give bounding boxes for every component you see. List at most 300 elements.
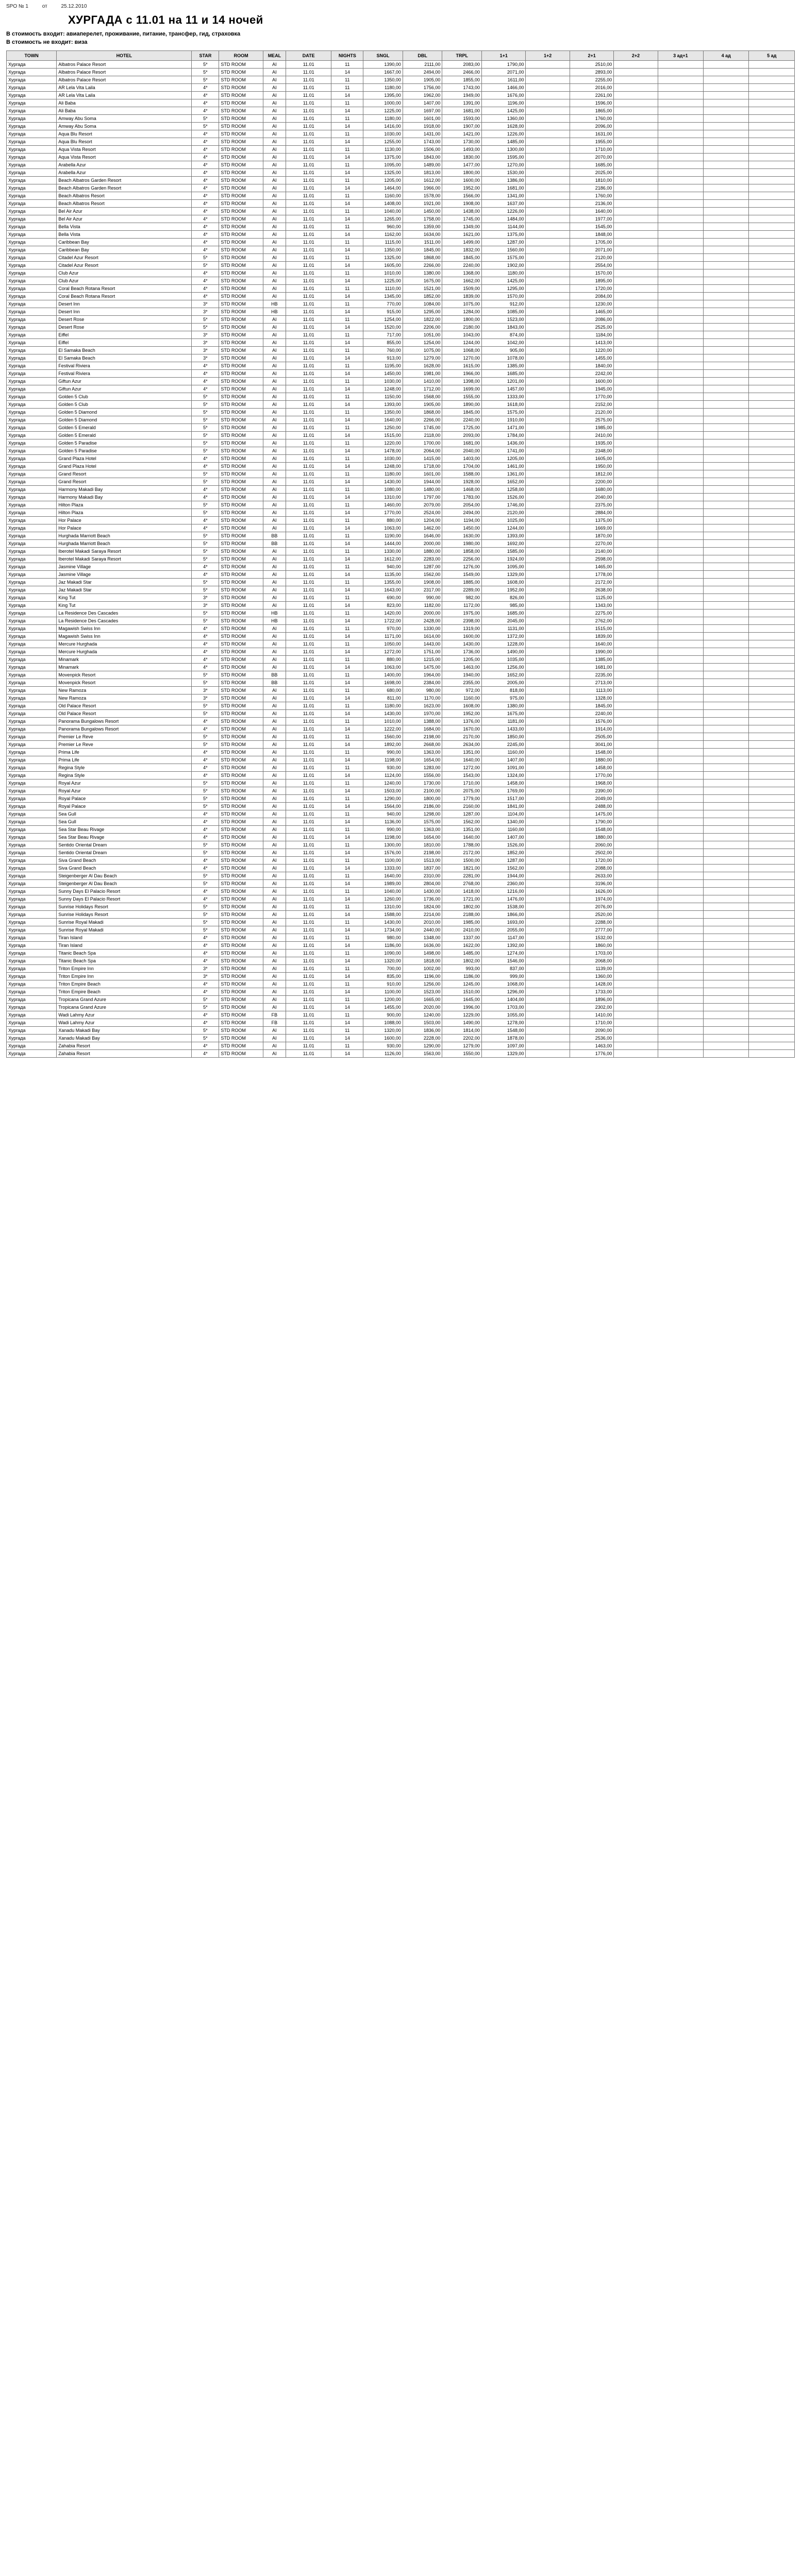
table-cell: 2505,00 <box>570 733 613 741</box>
table-cell: Хургада <box>7 1027 57 1035</box>
table-cell: 5* <box>192 540 219 548</box>
table-cell <box>614 973 658 980</box>
table-cell <box>658 362 703 370</box>
table-cell: 4* <box>192 563 219 571</box>
table-cell: STD ROOM <box>219 200 263 208</box>
table-row <box>7 787 795 795</box>
table-cell: 1407,00 <box>403 99 442 107</box>
table-cell: 972,00 <box>442 687 482 694</box>
column-header: 1+1 <box>482 51 526 61</box>
table-cell <box>526 130 570 138</box>
table-cell: 1675,00 <box>482 710 526 718</box>
table-cell: Хургада <box>7 888 57 895</box>
table-cell: Beach Albatros Garden Resort <box>57 177 192 184</box>
table-cell <box>704 1004 749 1011</box>
table-cell <box>526 888 570 895</box>
table-cell <box>614 146 658 154</box>
table-cell: Club Azur <box>57 277 192 285</box>
column-header: STAR <box>192 51 219 61</box>
table-row <box>7 378 795 385</box>
table-cell: Хургада <box>7 200 57 208</box>
table-cell: 1855,00 <box>442 76 482 84</box>
table-cell <box>749 919 795 926</box>
table-cell: 2634,00 <box>442 741 482 749</box>
table-cell: 5* <box>192 123 219 130</box>
table-cell: AI <box>263 826 286 834</box>
table-cell: 11.01 <box>286 710 331 718</box>
table-cell <box>614 347 658 354</box>
table-cell: Jaz Makadi Star <box>57 586 192 594</box>
table-cell: 1325,00 <box>363 254 403 262</box>
table-cell: AI <box>263 1004 286 1011</box>
table-cell: 11.01 <box>286 973 331 980</box>
table-cell <box>704 625 749 633</box>
table-cell: Giftun Azur <box>57 378 192 385</box>
table-cell: 4* <box>192 246 219 254</box>
table-body <box>7 61 795 1058</box>
table-cell: AI <box>263 262 286 269</box>
table-cell: Hilton Plaza <box>57 509 192 517</box>
table-cell <box>614 354 658 362</box>
table-cell: 1319,00 <box>442 625 482 633</box>
table-cell: Steigenberger Al Dau Beach <box>57 880 192 888</box>
table-cell: 1612,00 <box>363 555 403 563</box>
table-cell: 5* <box>192 617 219 625</box>
table-cell: STD ROOM <box>219 602 263 609</box>
table-cell: AI <box>263 965 286 973</box>
table-cell <box>526 1004 570 1011</box>
table-cell: AI <box>263 69 286 76</box>
table-cell: STD ROOM <box>219 841 263 849</box>
table-cell: 11.01 <box>286 826 331 834</box>
table-cell: Хургада <box>7 339 57 347</box>
table-cell: Хургада <box>7 633 57 640</box>
table-cell: 982,00 <box>442 594 482 602</box>
table-cell: 1182,00 <box>403 602 442 609</box>
table-cell: AI <box>263 470 286 478</box>
table-cell: STD ROOM <box>219 69 263 76</box>
table-cell: Albatros Palace Resort <box>57 69 192 76</box>
table-cell: 1489,00 <box>403 161 442 169</box>
table-cell: 1575,00 <box>403 818 442 826</box>
table-cell: AI <box>263 548 286 555</box>
table-cell: AI <box>263 76 286 84</box>
table-cell: STD ROOM <box>219 826 263 834</box>
table-cell: STD ROOM <box>219 99 263 107</box>
table-cell: 11 <box>331 61 363 69</box>
table-cell: El Samaka Beach <box>57 347 192 354</box>
table-cell: 14 <box>331 494 363 501</box>
table-cell <box>658 926 703 934</box>
table-cell <box>704 764 749 772</box>
table-cell: Coral Beach Rotana Resort <box>57 285 192 293</box>
table-cell: Хургада <box>7 1042 57 1050</box>
table-cell: 5* <box>192 555 219 563</box>
table-cell: 11.01 <box>286 718 331 725</box>
table-cell: 11.01 <box>286 409 331 416</box>
table-cell: 1287,00 <box>442 810 482 818</box>
table-cell: STD ROOM <box>219 107 263 115</box>
table-cell <box>658 834 703 841</box>
table-row <box>7 532 795 540</box>
table-cell: 1964,00 <box>403 671 442 679</box>
table-cell <box>614 262 658 269</box>
table-cell <box>749 331 795 339</box>
table-cell: Premier Le Reve <box>57 741 192 749</box>
table-row <box>7 803 795 810</box>
table-cell <box>526 950 570 957</box>
table-cell: Хургада <box>7 393 57 401</box>
table-cell <box>614 1004 658 1011</box>
table-cell: 835,00 <box>363 973 403 980</box>
column-header: 5 ад <box>749 51 795 61</box>
table-cell: 1415,00 <box>403 455 442 463</box>
table-cell <box>704 934 749 942</box>
table-cell <box>526 385 570 393</box>
table-cell <box>526 779 570 787</box>
table-cell <box>614 1011 658 1019</box>
table-cell: 1085,00 <box>482 308 526 316</box>
table-cell: 1966,00 <box>403 184 442 192</box>
table-row <box>7 215 795 223</box>
table-cell: Хургада <box>7 92 57 99</box>
table-cell <box>526 687 570 694</box>
table-cell: STD ROOM <box>219 300 263 308</box>
table-cell <box>704 138 749 146</box>
table-cell: 11.01 <box>286 401 331 409</box>
table-cell <box>526 447 570 455</box>
table-cell: 1880,00 <box>570 834 613 841</box>
table-cell: 1485,00 <box>442 950 482 957</box>
table-cell <box>704 895 749 903</box>
table-cell <box>658 694 703 702</box>
table-row <box>7 161 795 169</box>
table-row <box>7 393 795 401</box>
table-cell: Regina Style <box>57 764 192 772</box>
table-cell <box>749 517 795 524</box>
table-cell <box>704 517 749 524</box>
table-cell: 1530,00 <box>482 169 526 177</box>
table-cell: 11 <box>331 934 363 942</box>
table-cell: 760,00 <box>363 347 403 354</box>
table-cell: 2000,00 <box>403 540 442 548</box>
table-cell: 1770,00 <box>363 509 403 517</box>
table-cell <box>749 787 795 795</box>
table-cell <box>704 130 749 138</box>
table-cell: 11.01 <box>286 656 331 664</box>
table-cell: 14 <box>331 169 363 177</box>
table-cell: AI <box>263 223 286 231</box>
table-cell: AI <box>263 409 286 416</box>
table-cell: 2000,00 <box>403 609 442 617</box>
table-cell: La Residence Des Cascades <box>57 609 192 617</box>
table-cell: 1605,00 <box>570 455 613 463</box>
table-cell: 11.01 <box>286 640 331 648</box>
table-cell: 1430,00 <box>363 710 403 718</box>
table-cell: 14 <box>331 710 363 718</box>
table-cell: 11.01 <box>286 803 331 810</box>
table-cell: 1575,00 <box>482 254 526 262</box>
table-cell <box>526 749 570 756</box>
table-cell: 1556,00 <box>403 772 442 779</box>
table-cell <box>614 648 658 656</box>
table-cell: 1515,00 <box>570 625 613 633</box>
table-cell <box>749 200 795 208</box>
table-cell: 2598,00 <box>570 555 613 563</box>
table-cell: 1455,00 <box>363 1004 403 1011</box>
table-cell: 1450,00 <box>403 208 442 215</box>
table-cell: 11 <box>331 656 363 664</box>
table-cell: AI <box>263 749 286 756</box>
table-row <box>7 633 795 640</box>
table-cell <box>614 486 658 494</box>
table-cell: 4* <box>192 749 219 756</box>
table-cell: 11.01 <box>286 308 331 316</box>
table-row <box>7 694 795 702</box>
table-cell: 1329,00 <box>482 571 526 579</box>
table-cell: 1865,00 <box>570 107 613 115</box>
table-cell: 1385,00 <box>482 362 526 370</box>
table-cell: 11.01 <box>286 324 331 331</box>
table-cell <box>614 555 658 563</box>
table-cell: 680,00 <box>363 687 403 694</box>
table-cell: Хургада <box>7 579 57 586</box>
table-cell: 1852,00 <box>482 849 526 857</box>
table-cell <box>704 702 749 710</box>
table-cell <box>526 200 570 208</box>
table-cell: 11.01 <box>286 834 331 841</box>
table-cell <box>658 200 703 208</box>
table-cell: AI <box>263 169 286 177</box>
table-cell: 1515,00 <box>363 432 403 439</box>
table-cell: STD ROOM <box>219 1011 263 1019</box>
table-cell <box>704 1019 749 1027</box>
table-cell <box>614 548 658 555</box>
table-cell: 11 <box>331 362 363 370</box>
table-cell <box>749 1004 795 1011</box>
table-cell <box>658 996 703 1004</box>
table-cell: AI <box>263 973 286 980</box>
table-cell: STD ROOM <box>219 749 263 756</box>
table-cell: 11.01 <box>286 470 331 478</box>
table-cell: 5* <box>192 401 219 409</box>
table-cell: STD ROOM <box>219 339 263 347</box>
table-cell: 5* <box>192 1027 219 1035</box>
table-cell: 1272,00 <box>442 764 482 772</box>
table-cell: 1215,00 <box>403 656 442 664</box>
table-cell <box>704 470 749 478</box>
table-cell: 1783,00 <box>442 494 482 501</box>
table-cell: 1320,00 <box>363 1027 403 1035</box>
table-cell: 1868,00 <box>403 254 442 262</box>
table-cell: Хургада <box>7 401 57 409</box>
table-cell: Хургада <box>7 996 57 1004</box>
table-cell: STD ROOM <box>219 455 263 463</box>
table-cell: STD ROOM <box>219 671 263 679</box>
table-cell: STD ROOM <box>219 138 263 146</box>
table-cell: 1892,00 <box>363 741 403 749</box>
table-cell <box>614 169 658 177</box>
table-cell: 1555,00 <box>442 393 482 401</box>
table-cell: Хургада <box>7 447 57 455</box>
table-cell <box>704 795 749 803</box>
table-cell <box>614 424 658 432</box>
table-cell: 1186,00 <box>442 973 482 980</box>
table-cell: 1779,00 <box>442 795 482 803</box>
table-cell <box>526 339 570 347</box>
table-cell: Хургада <box>7 208 57 215</box>
table-cell: 11 <box>331 1042 363 1050</box>
table-cell: 1408,00 <box>363 200 403 208</box>
table-cell: 11.01 <box>286 926 331 934</box>
table-cell: Tropicana Grand Azure <box>57 996 192 1004</box>
table-cell <box>614 99 658 107</box>
table-row <box>7 710 795 718</box>
table-cell: Regina Style <box>57 772 192 779</box>
table-cell: 1372,00 <box>482 633 526 640</box>
table-cell: 11 <box>331 331 363 339</box>
table-cell <box>658 177 703 184</box>
table-cell <box>526 84 570 92</box>
table-cell: 1506,00 <box>403 146 442 154</box>
table-cell <box>749 694 795 702</box>
table-cell: 5* <box>192 679 219 687</box>
table-cell: BB <box>263 671 286 679</box>
table-cell <box>614 903 658 911</box>
table-cell: Хургада <box>7 625 57 633</box>
table-cell <box>658 1042 703 1050</box>
table-cell: Desert Inn <box>57 308 192 316</box>
table-row <box>7 980 795 988</box>
table-cell: AI <box>263 293 286 300</box>
table-cell: Хургада <box>7 911 57 919</box>
table-cell: 5* <box>192 671 219 679</box>
table-cell: 1812,00 <box>570 470 613 478</box>
table-cell: STD ROOM <box>219 246 263 254</box>
table-cell: 1944,00 <box>482 872 526 880</box>
table-cell: 11.01 <box>286 69 331 76</box>
table-cell <box>614 571 658 579</box>
table-cell: 1821,00 <box>442 865 482 872</box>
table-cell: 1743,00 <box>442 84 482 92</box>
table-cell: Ali Baba <box>57 107 192 115</box>
table-cell: 1566,00 <box>442 192 482 200</box>
table-cell: 5* <box>192 324 219 331</box>
table-cell <box>658 138 703 146</box>
table-cell <box>749 223 795 231</box>
table-cell <box>704 579 749 586</box>
table-cell: 1860,00 <box>570 942 613 950</box>
table-cell: 1425,00 <box>482 277 526 285</box>
table-cell: AI <box>263 648 286 656</box>
table-cell: 14 <box>331 200 363 208</box>
table-cell: 1329,00 <box>482 1050 526 1058</box>
table-cell: STD ROOM <box>219 950 263 957</box>
table-cell: 14 <box>331 107 363 115</box>
table-cell <box>704 980 749 988</box>
table-cell: 11 <box>331 424 363 432</box>
table-cell: 1681,00 <box>442 107 482 115</box>
table-cell <box>704 718 749 725</box>
table-cell <box>614 834 658 841</box>
table-cell <box>658 594 703 602</box>
table-cell: 4* <box>192 571 219 579</box>
table-cell: Хургада <box>7 300 57 308</box>
table-row <box>7 254 795 262</box>
table-cell: 1523,00 <box>482 316 526 324</box>
table-cell: 5* <box>192 254 219 262</box>
table-cell: AI <box>263 239 286 246</box>
table-cell: 905,00 <box>482 347 526 354</box>
table-cell: 1068,00 <box>482 980 526 988</box>
table-cell: 11.01 <box>286 934 331 942</box>
table-cell <box>749 826 795 834</box>
table-cell <box>704 509 749 517</box>
table-cell <box>749 130 795 138</box>
table-cell: 11.01 <box>286 293 331 300</box>
table-cell <box>526 509 570 517</box>
table-cell: Mercure Hurghada <box>57 648 192 656</box>
table-cell: AI <box>263 895 286 903</box>
table-cell: 1010,00 <box>363 269 403 277</box>
table-cell: STD ROOM <box>219 594 263 602</box>
table-cell <box>658 293 703 300</box>
table-cell: Хургада <box>7 540 57 548</box>
table-cell: 11.01 <box>286 1011 331 1019</box>
table-cell: AI <box>263 571 286 579</box>
table-cell: 11.01 <box>286 208 331 215</box>
table-cell: 2120,00 <box>482 509 526 517</box>
table-cell <box>704 262 749 269</box>
table-cell: 2428,00 <box>403 617 442 625</box>
table-cell: 1935,00 <box>570 439 613 447</box>
table-cell <box>658 254 703 262</box>
table-cell: 1410,00 <box>403 378 442 385</box>
table-cell: Хургада <box>7 432 57 439</box>
table-cell <box>614 787 658 795</box>
table-cell: 1240,00 <box>363 779 403 787</box>
table-cell: Bel Air Azur <box>57 208 192 215</box>
table-cell <box>749 865 795 872</box>
table-cell: 1430,00 <box>442 640 482 648</box>
table-cell: 11.01 <box>286 625 331 633</box>
table-cell: 4* <box>192 818 219 826</box>
table-cell: STD ROOM <box>219 123 263 130</box>
table-cell <box>526 640 570 648</box>
table-cell: 11 <box>331 563 363 571</box>
table-cell: 11.01 <box>286 725 331 733</box>
table-cell: 2884,00 <box>570 509 613 517</box>
table-cell: 1198,00 <box>363 834 403 841</box>
table-cell: 837,00 <box>482 965 526 973</box>
table-cell: 1921,00 <box>403 200 442 208</box>
table-cell: AI <box>263 84 286 92</box>
table-cell <box>658 76 703 84</box>
table-cell: 11.01 <box>286 354 331 362</box>
table-row <box>7 911 795 919</box>
table-cell: 1461,00 <box>482 463 526 470</box>
table-cell: 1955,00 <box>570 138 613 146</box>
table-cell: AI <box>263 432 286 439</box>
table-cell: AI <box>263 872 286 880</box>
table-cell: 11.01 <box>286 161 331 169</box>
table-cell <box>704 177 749 184</box>
table-cell: Хургада <box>7 463 57 470</box>
table-cell: 2040,00 <box>570 494 613 501</box>
table-cell: 11 <box>331 285 363 293</box>
table-row <box>7 687 795 694</box>
table-cell: 880,00 <box>363 517 403 524</box>
